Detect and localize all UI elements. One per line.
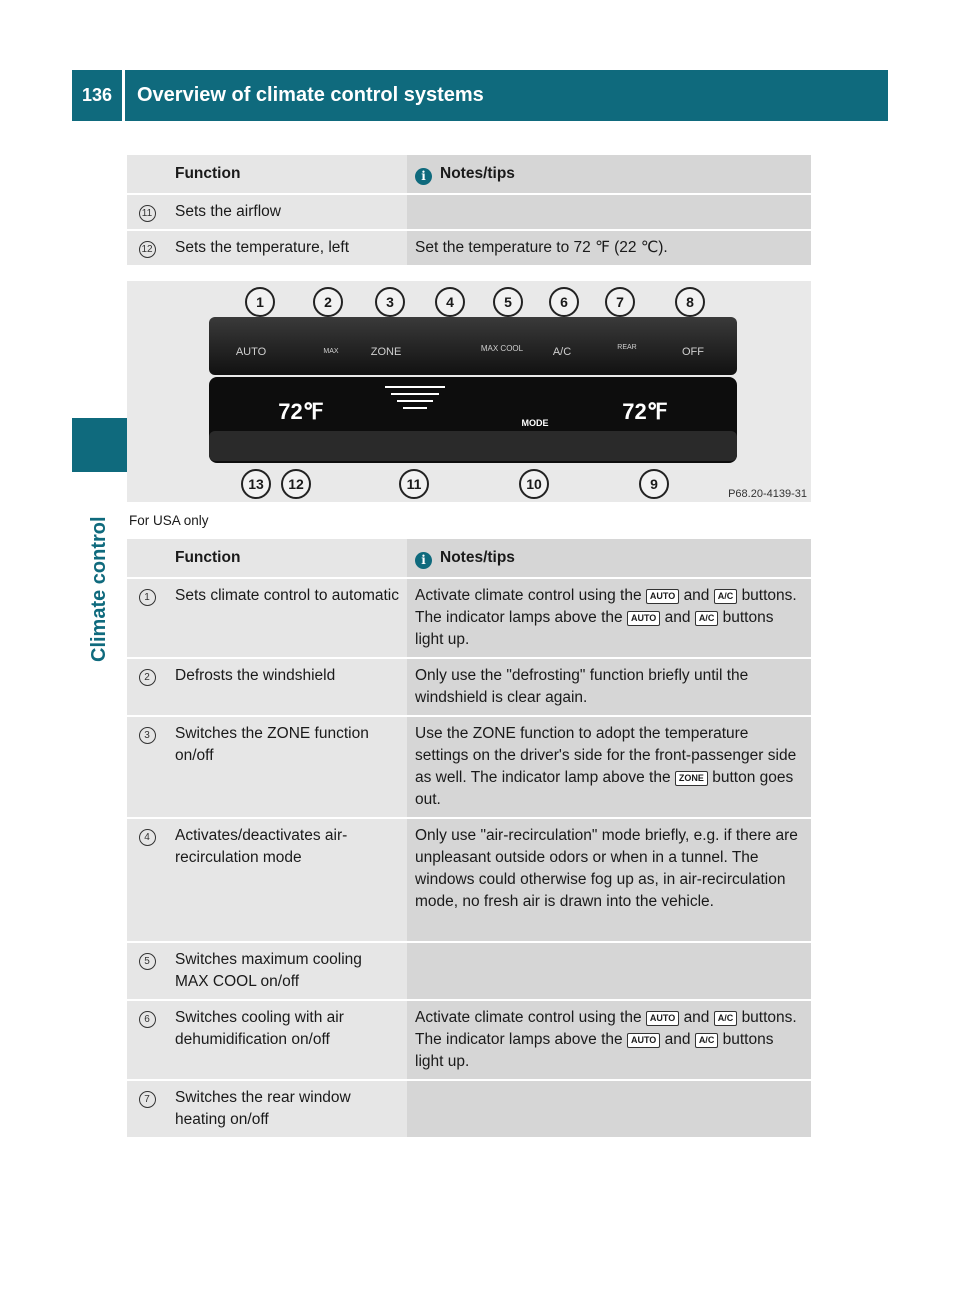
table-row xyxy=(127,578,811,658)
number-badge: 1 xyxy=(139,589,156,606)
row-notes: Only use the "defrosting" function briefly until the windshield is clear again. xyxy=(407,658,811,716)
callout-12: 12 xyxy=(281,469,311,499)
button-strip xyxy=(209,317,737,375)
number-badge: 7 xyxy=(139,1091,156,1108)
row-number xyxy=(127,1080,167,1138)
ac-symbol: A/C xyxy=(695,1033,719,1048)
row-number xyxy=(127,230,167,266)
callout-11: 11 xyxy=(399,469,429,499)
figure-code: P68.20-4139-31 xyxy=(728,488,807,500)
off-button-label: OFF xyxy=(682,346,704,358)
callout-7: 7 xyxy=(605,287,635,317)
notes-text: Use the ZONE function to adopt the temperature settings on the driver's side for the front-passenger side as well. The indicator lamp above the xyxy=(415,725,797,786)
info-icon: i xyxy=(415,552,432,569)
number-badge: 12 xyxy=(139,241,156,258)
notes-text: buttons light up. xyxy=(415,609,774,648)
table-top xyxy=(127,155,811,267)
callout-1: 1 xyxy=(245,287,275,317)
number-badge: 2 xyxy=(139,669,156,686)
row-number xyxy=(127,1000,167,1080)
table-row xyxy=(127,1000,811,1080)
callout-4: 4 xyxy=(435,287,465,317)
notes-text: Activate climate control using the xyxy=(415,587,642,604)
header-notes-label: Notes/tips xyxy=(440,165,515,182)
callout-2: 2 xyxy=(313,287,343,317)
info-icon: i xyxy=(415,168,432,185)
table-row xyxy=(127,658,811,716)
number-badge: 3 xyxy=(139,727,156,744)
row-function: Sets climate control to automatic xyxy=(167,578,407,658)
control-panel-illustration xyxy=(127,281,811,502)
table-row xyxy=(127,716,811,818)
row-number xyxy=(127,818,167,942)
header-num-cell xyxy=(127,155,167,194)
page-number: 136 xyxy=(72,70,125,121)
row-function: Defrosts the windshield xyxy=(167,658,407,716)
defrost-button-label: MAX xyxy=(323,348,339,355)
notes-text: buttons light up. xyxy=(415,1031,774,1070)
row-number xyxy=(127,194,167,230)
number-badge: 6 xyxy=(139,1011,156,1028)
row-number xyxy=(127,658,167,716)
row-notes: Only use "air-recirculation" mode briefly, e.g. if there are unpleasant outside odors or when in a tunnel. The windows could otherwise fog up as, in air-recirculation mode, no fresh air is drawn into the vehicle. xyxy=(407,818,811,942)
callout-9: 9 xyxy=(639,469,669,499)
side-tab-label: Climate control xyxy=(88,516,110,662)
zone-button-label: ZONE xyxy=(370,346,402,358)
control-panel-figure xyxy=(127,281,811,502)
row-notes xyxy=(407,942,811,1000)
table-row xyxy=(127,1080,811,1138)
row-function: Switches the ZONE function on/off xyxy=(167,716,407,818)
notes-text: Activate climate control using the xyxy=(415,1009,642,1026)
row-function: Sets the airflow xyxy=(167,194,407,230)
header-notes-label: Notes/tips xyxy=(440,549,515,566)
ac-symbol: A/C xyxy=(714,1011,738,1026)
temp-right: 72℉ xyxy=(622,399,668,424)
callout-8: 8 xyxy=(675,287,705,317)
row-function: Switches cooling with air dehumidification on/off xyxy=(167,1000,407,1080)
auto-symbol: AUTO xyxy=(646,589,679,604)
table-row xyxy=(127,194,811,230)
row-notes xyxy=(407,1000,811,1080)
number-badge: 5 xyxy=(139,953,156,970)
figure-caption: For USA only xyxy=(129,513,209,528)
row-function: Switches maximum cooling MAX COOL on/off xyxy=(167,942,407,1000)
table-row xyxy=(127,942,811,1000)
auto-symbol: AUTO xyxy=(646,1011,679,1026)
header-function: Function xyxy=(167,155,407,194)
callout-6: 6 xyxy=(549,287,579,317)
notes-text: button goes out. xyxy=(415,769,794,808)
temp-left: 72℉ xyxy=(278,399,324,424)
ac-symbol: A/C xyxy=(714,589,738,604)
row-number xyxy=(127,942,167,1000)
table-row xyxy=(127,818,811,942)
table-main xyxy=(127,539,811,1139)
bottom-controls xyxy=(209,431,737,461)
page-title: Overview of climate control systems xyxy=(137,84,484,106)
row-function: Activates/deactivates air-recirculation mode xyxy=(167,818,407,942)
row-notes xyxy=(407,716,811,818)
table-header-row xyxy=(127,155,811,194)
callout-13: 13 xyxy=(241,469,271,499)
notes-text: buttons. The indicator lamps above the xyxy=(415,1009,797,1048)
rear-button-label: REAR xyxy=(617,344,637,351)
table-row xyxy=(127,230,811,266)
side-tab xyxy=(76,452,132,672)
notes-text: and xyxy=(683,587,710,604)
row-notes: Set the temperature to 72 ℉ (22 ℃). xyxy=(407,230,811,266)
header-num-cell xyxy=(127,539,167,578)
maxcool-button-label: MAX COOL xyxy=(480,344,524,353)
callout-5: 5 xyxy=(493,287,523,317)
header-function: Function xyxy=(167,539,407,578)
table-header-row xyxy=(127,539,811,578)
page-header xyxy=(72,70,888,121)
callout-10: 10 xyxy=(519,469,549,499)
auto-symbol: AUTO xyxy=(627,611,660,626)
notes-text: buttons. The indicator lamps above the xyxy=(415,587,797,626)
callout-3: 3 xyxy=(375,287,405,317)
number-badge: 11 xyxy=(139,205,156,222)
row-function: Switches the rear window heating on/off xyxy=(167,1080,407,1138)
header-notes xyxy=(407,155,811,194)
row-function: Sets the temperature, left xyxy=(167,230,407,266)
row-notes xyxy=(407,194,811,230)
row-number xyxy=(127,716,167,818)
ac-button-label: A/C xyxy=(552,346,572,358)
notes-text: and xyxy=(664,609,691,626)
row-notes xyxy=(407,578,811,658)
auto-symbol: AUTO xyxy=(627,1033,660,1048)
notes-text: and xyxy=(664,1031,691,1048)
row-number xyxy=(127,578,167,658)
mode-label: MODE xyxy=(521,418,549,428)
auto-button-label: AUTO xyxy=(235,346,267,358)
row-notes xyxy=(407,1080,811,1138)
zone-symbol: ZONE xyxy=(675,771,708,786)
ac-symbol: A/C xyxy=(695,611,719,626)
header-notes xyxy=(407,539,811,578)
notes-text: and xyxy=(683,1009,710,1026)
number-badge: 4 xyxy=(139,829,156,846)
